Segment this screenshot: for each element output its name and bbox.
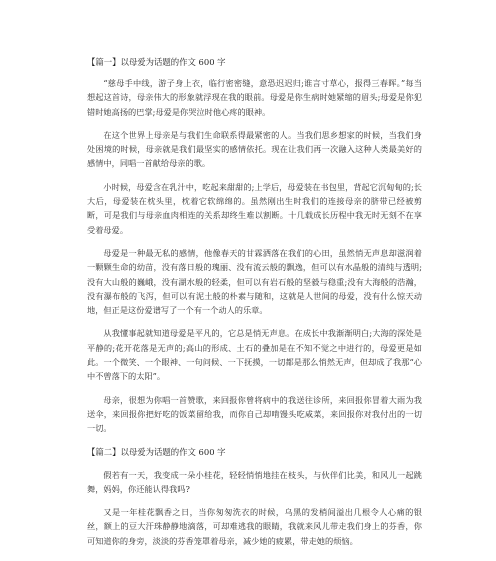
essay-section-2 (87, 446, 422, 548)
paragraph: 母爱是一种最无私的感情，他像春天的甘霖洒落在我们的心田，虽然悄无声息却滋润着一颗颗生命的幼苗，没有落日般的瑰丽、没有流云般的飘逸，但可以有水晶般的清纯与透明;没有大山般的巍峨，没有湖水般的轻柔，但可以有岩石般的坚毅与稳重;没有大海般的浩瀚，没有瀑布般的飞泻，但可以有泥土般的朴素与随和，这就是人世间的母爱，没有什么惊天动地，但正是这份爱谱写了一个有一个动人的乐章。 (87, 247, 422, 316)
section-heading: 【篇一】以母爱为话题的作文 600 字 (87, 57, 226, 67)
paragraph: “慈母手中线，游子身上衣，临行密密缝，意恐迟迟归;谁言寸草心，报得三春晖。”每当想起这首诗，母亲伟大的形象就浮现在我的眼前。母爱是你生病时她紧缩的眉头;母爱是你犯错时她高扬的巴掌;母爱是你哭泣时他心疼的眼神。 (87, 78, 422, 117)
essay-section-1 (87, 56, 422, 436)
section-heading: 【篇二】以母爱为话题的作文 600 字 (87, 446, 226, 457)
essay-content (87, 56, 422, 548)
paragraph: 假若有一天，我变成一朵小桂花，轻轻悄悄地挂在枝头，与伙伴们比美，和风儿一起跳舞，妈妈，你还能认得我吗? (87, 469, 422, 494)
paragraph: 从我懂事起就知道母爱是平凡的，它总是悄无声息。在成长中我渐渐明白;大海的深处是平静的;花开花落是无声的;高山的形成、土石的叠加是在不知不觉之中进行的，母爱更是如此。一个微笑、一个眼神、一句问候、一下抚摸，一切都是那么悄然无声，但却成了我那“心中不曾落下的太阳”。 (87, 328, 422, 382)
paragraph: 在这个世界上母亲是与我们生命联系得最紧密的人。当我们思乡想家的时候，当我们身处困境的时候，母亲就是我们最坚实的感情依托。现在让我们再一次融入这种人类最美好的感情中，同唱一首献给母亲的歌。 (87, 129, 422, 169)
paragraph: 又是一年桂花飘香之日，当你匆匆洗衣的时候，乌黑的发梢间溢出几根令人心痛的银丝，额上的豆大汗珠静静地滴落，可却难逃我的眼睛，我就来风儿带走我们身上的芬香，你可知道你的身旁，淡淡的芬香笼罩着母亲，减少她的疲累，带走她的烦恼。 (87, 507, 422, 546)
paragraph: 小时候，母爱含在乳汁中，吃起来甜甜的;上学后，母爱装在书包里，背起它沉甸甸的;长大后，母爱装在枕头里，枕着它软绵绵的。虽然刚出生时我们的连接母亲的脐带已经被剪断，可是我们与母亲血肉相连的关系却终生难以割断。十几载成长历程中我无时无刻不在享受着母爱。 (87, 181, 422, 235)
paragraph: 母亲，很想为你唱一首赞歌，来回报你曾将病中的我送往诊所，来回报你冒着大雨为我送伞，来回报你把好吃的饭菜留给我，而你自己却啃馒头吃咸菜，来回报你对我付出的一切一切。 (87, 394, 422, 434)
